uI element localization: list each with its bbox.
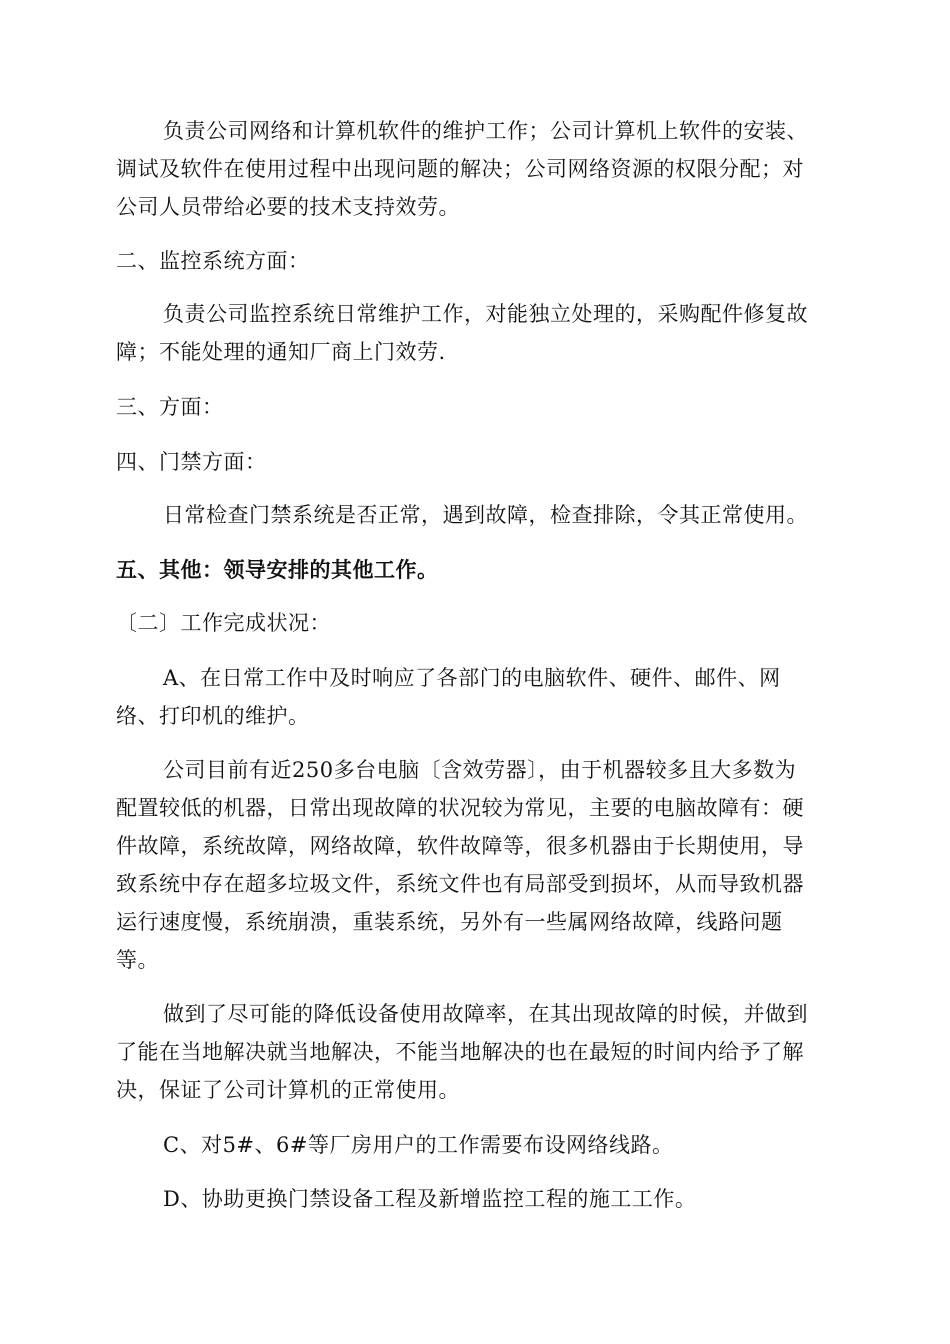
paragraph-6-line-3: 决，保证了公司计算机的正常使用。 xyxy=(116,1078,460,1102)
item-a-line-1: A、在日常工作中及时响应了各部门的电脑软件、硬件、邮件、网 xyxy=(163,666,781,690)
paragraph-1-line-2: 调试及软件在使用过程中出现问题的解决；公司网络资源的权限分配；对 xyxy=(116,157,804,181)
heading-monitoring: 二、监控系统方面： xyxy=(116,249,310,273)
paragraph-5-line-6: 等。 xyxy=(116,948,159,972)
paragraph-6-line-2: 了能在当地解决就当地解决，不能当地解决的也在最短的时间内给予了解 xyxy=(116,1040,804,1064)
paragraph-1-line-1: 负责公司网络和计算机软件的维护工作；公司计算机上软件的安装、 xyxy=(163,119,808,143)
heading-access-control: 四、门禁方面： xyxy=(116,450,267,474)
item-d: D、协助更换门禁设备工程及新增监控工程的施工工作。 xyxy=(163,1187,697,1211)
paragraph-2-line-1: 负责公司监控系统日常维护工作，对能独立处理的，采购配件修复故 xyxy=(163,302,808,326)
paragraph-5-line-3: 件故障，系统故障，网络故障，软件故障等，很多机器由于长期使用，导 xyxy=(116,834,804,858)
section-heading-completion: 〔二〕工作完成状况： xyxy=(116,611,331,635)
paragraph-access-control: 日常检查门禁系统是否正常，遇到故障，检查排除，令其正常使用。 xyxy=(163,503,808,527)
item-c: C、对5#、6#等厂房用户的工作需要布设网络线路。 xyxy=(163,1133,674,1157)
paragraph-5-line-4: 致系统中存在超多垃圾文件，系统文件也有局部受到损坏，从而导致机器 xyxy=(116,872,804,896)
paragraph-5-line-1: 公司目前有近250多台电脑〔含效劳器〕，由于机器较多且大多数为 xyxy=(163,758,797,782)
paragraph-2-line-2: 障；不能处理的通知厂商上门效劳. xyxy=(116,340,446,364)
paragraph-5-line-2: 配置较低的机器，日常出现故障的状况较为常见，主要的电脑故障有：硬 xyxy=(116,796,804,820)
paragraph-6-line-1: 做到了尽可能的降低设备使用故障率，在其出现故障的时候，并做到 xyxy=(163,1002,808,1026)
heading-other: 五、其他：领导安排的其他工作。 xyxy=(116,557,439,582)
paragraph-1-line-3: 公司人员带给必要的技术支持效劳。 xyxy=(116,195,460,219)
heading-three: 三、方面： xyxy=(116,395,224,419)
paragraph-5-line-5: 运行速度慢，系统崩溃，重装系统，另外有一些属网络故障，线路问题 xyxy=(116,910,783,934)
item-a-line-2: 络、打印机的维护。 xyxy=(116,704,310,728)
